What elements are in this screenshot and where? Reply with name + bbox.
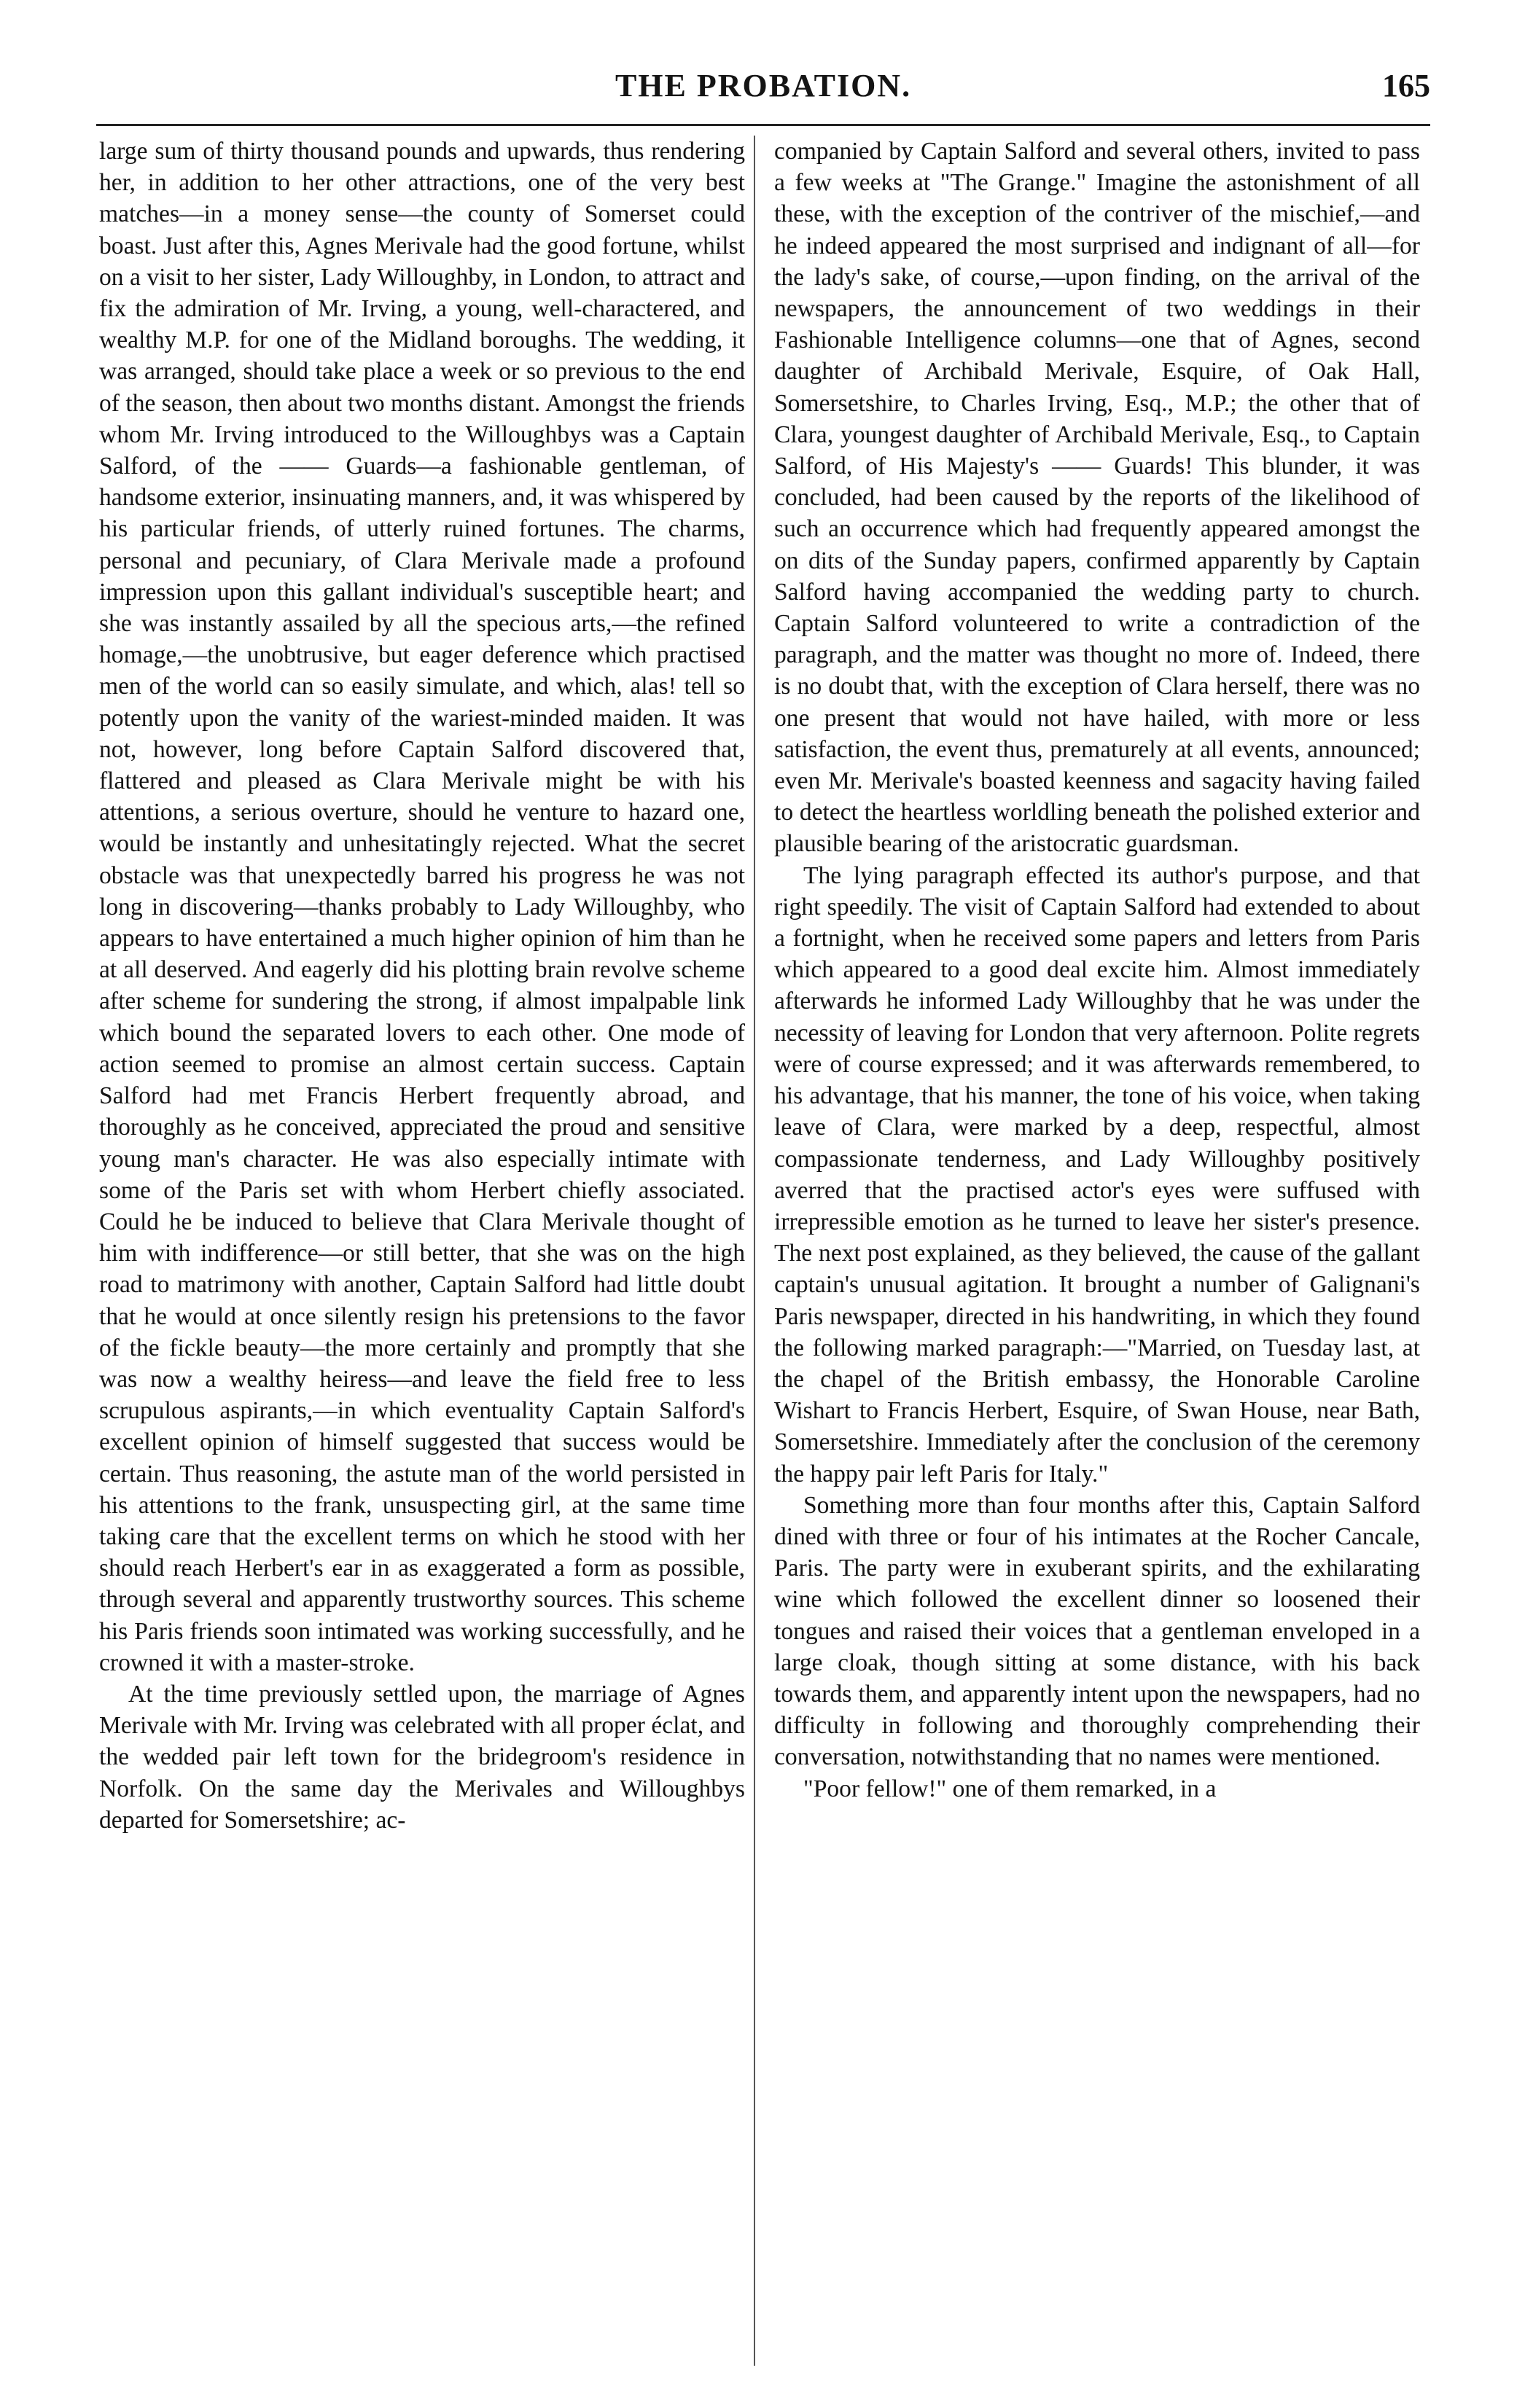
- paragraph: large sum of thirty thousand pounds and upwards, thus rendering her, in addition to her other attractions, one of the very best matches—in a money sense—the county of Somerset could boast. Just after this, Agnes Merivale had the good fortune, whilst on a visit to her sister, Lady Willoughby, in London, to attract and fix the admiration of Mr. Irving, a young, well-charactered, and wealthy M.P. for one of the Midland boroughs. The wedding, it was arranged, should take place a week or so previous to the end of the season, then about two months distant. Amongst the friends whom Mr. Irving introduced to the Willoughbys was a Captain Salford, of the —— Guards—a fashionable gentleman, of handsome exterior, insinuating manners, and, it was whispered by his particular friends, of utterly ruined fortunes. The charms, personal and pecuniary, of Clara Merivale made a profound impression upon this gallant individual's susceptible heart; and she was instantly assailed by all the specious arts,—the refined homage,—the unobtrusive, but eager deference which practised men of the world can so easily simulate, and which, alas! tell so potently upon the vanity of the wariest-minded maiden. It was not, however, long before Captain Salford discovered that, flattered and pleased as Clara Merivale might be with his attentions, a serious overture, should he venture to hazard one, would be instantly and unhesitatingly rejected. What the secret obstacle was that unexpectedly barred his progress he was not long in discovering—thanks probably to Lady Willoughby, who appears to have entertained a much higher opinion of him than he at all deserved. And eagerly did his plotting brain revolve scheme after scheme for sundering the strong, if almost impalpable link which bound the separated lovers to each other. One mode of action seemed to promise an almost certain success. Captain Salford had met Francis Herbert frequently abroad, and thoroughly as he conceived, appreciated the proud and sensitive young man's character. He was also especially intimate with some of the Paris set with whom Herbert chiefly associated. Could he be induced to believe that Clara Merivale thought of him with indifference—or still better, that she was on the high road to matrimony with another, Captain Salford had little doubt that he would at once silently resign his pretensions to the favor of the fickle beauty—the more certainly and promptly that she was now a wealthy heiress—and leave the field free to less scrupulous aspirants,—in which eventuality Captain Salford's excellent opinion of himself suggested that success would be certain. Thus reasoning, the astute man of the world persisted in his attentions to the frank, unsuspecting girl, at the same time taking care that the excellent terms on which he stood with her should reach Herbert's ear in as exaggerated a form as possible, through several and apparently trustworthy sources. This scheme his Paris friends soon intimated was working successfully, and he crowned it with a master-stroke.: [99, 138, 745, 1676]
- paragraph: companied by Captain Salford and several others, invited to pass a few weeks at "The Grange." Imagine the astonishment of all these, with the exception of the contriver of the mischief,—and he indeed appeared the most surprised and indignant of all—for the lady's sake, of course,—upon finding, on the arrival of the newspapers, the announcement of two weddings in their Fashionable Intelligence columns—one that of Agnes, second daughter of Archibald Merivale, Esquire, of Oak Hall, Somersetshire, to Charles Irving, Esq., M.P.; the other that of Clara, youngest daughter of Archibald Merivale, Esq., to Captain Salford, of His Majesty's —— Guards! This blunder, it was concluded, had been caused by the reports of the likelihood of such an occurrence which had frequently appeared amongst the on dits of the Sunday papers, confirmed apparently by Captain Salford having accompanied the wedding party to church. Captain Salford volunteered to write a contradiction of the paragraph, and the matter was thought no more of. Indeed, there is no doubt that, with the exception of Clara herself, there was no one present that would not have hailed, with more or less satisfaction, the event thus, prematurely at all events, announced; even Mr. Merivale's boasted keenness and sagacity having failed to detect the heartless worldling beneath the polished exterior and plausible bearing of the aristocratic guardsman.: [774, 138, 1420, 858]
- page-header: [96, 60, 1430, 122]
- left-column: [99, 136, 745, 2380]
- paragraph: The lying paragraph effected its author's purpose, and that right speedily. The visit of Captain Salford had extended to about a fortnight, when he received some papers and letters from Paris which appeared to a good deal excite him. Almost immediately afterwards he informed Lady Willoughby that he was under the necessity of leaving for London that very afternoon. Polite regrets were of course expressed; and it was afterwards remembered, to his advantage, that his manner, the tone of his voice, when taking leave of Clara, were marked by a deep, respectful, almost compassionate tenderness, and Lady Willoughby positively averred that the practised actor's eyes were suffused with irrepressible emotion as he turned to leave her sister's presence. The next post explained, as they believed, the cause of the gallant captain's unusual agitation. It brought a number of Galignani's Paris newspaper, directed in his handwriting, in which they found the following marked paragraph:—"Married, on Tuesday last, at the chapel of the British embassy, the Honorable Caroline Wishart to Francis Herbert, Esquire, of Swan House, near Bath, Somersetshire. Immediately after the conclusion of the ceremony the happy pair left Paris for Italy.": [774, 861, 1420, 1488]
- column-divider: [754, 136, 755, 2366]
- page-number: 165: [1382, 68, 1430, 103]
- right-column: [774, 136, 1420, 2380]
- header-rule: [96, 124, 1430, 126]
- paragraph: At the time previously settled upon, the marriage of Agnes Merivale with Mr. Irving was celebrated with all proper éclat, and the wedded pair left town for the bridegroom's residence in Norfolk. On the same day the Merivales and Willoughbys departed for Somersetshire; ac-: [99, 1680, 745, 1834]
- running-title: THE PROBATION.: [615, 68, 912, 103]
- paragraph: "Poor fellow!" one of them remarked, in a: [803, 1775, 1217, 1802]
- paragraph: Something more than four months after this, Captain Salford dined with three or four of his intimates at the Rocher Cancale, Paris. The party were in exuberant spirits, and the exhilarating wine which followed the excellent dinner so loosened their tongues and raised their voices that a gentleman enveloped in a large cloak, though sitting at some distance, with his back towards them, and apparently intent upon the newspapers, had no difficulty in following and thoroughly comprehending their conversation, notwithstanding that no names were mentioned.: [774, 1491, 1420, 1771]
